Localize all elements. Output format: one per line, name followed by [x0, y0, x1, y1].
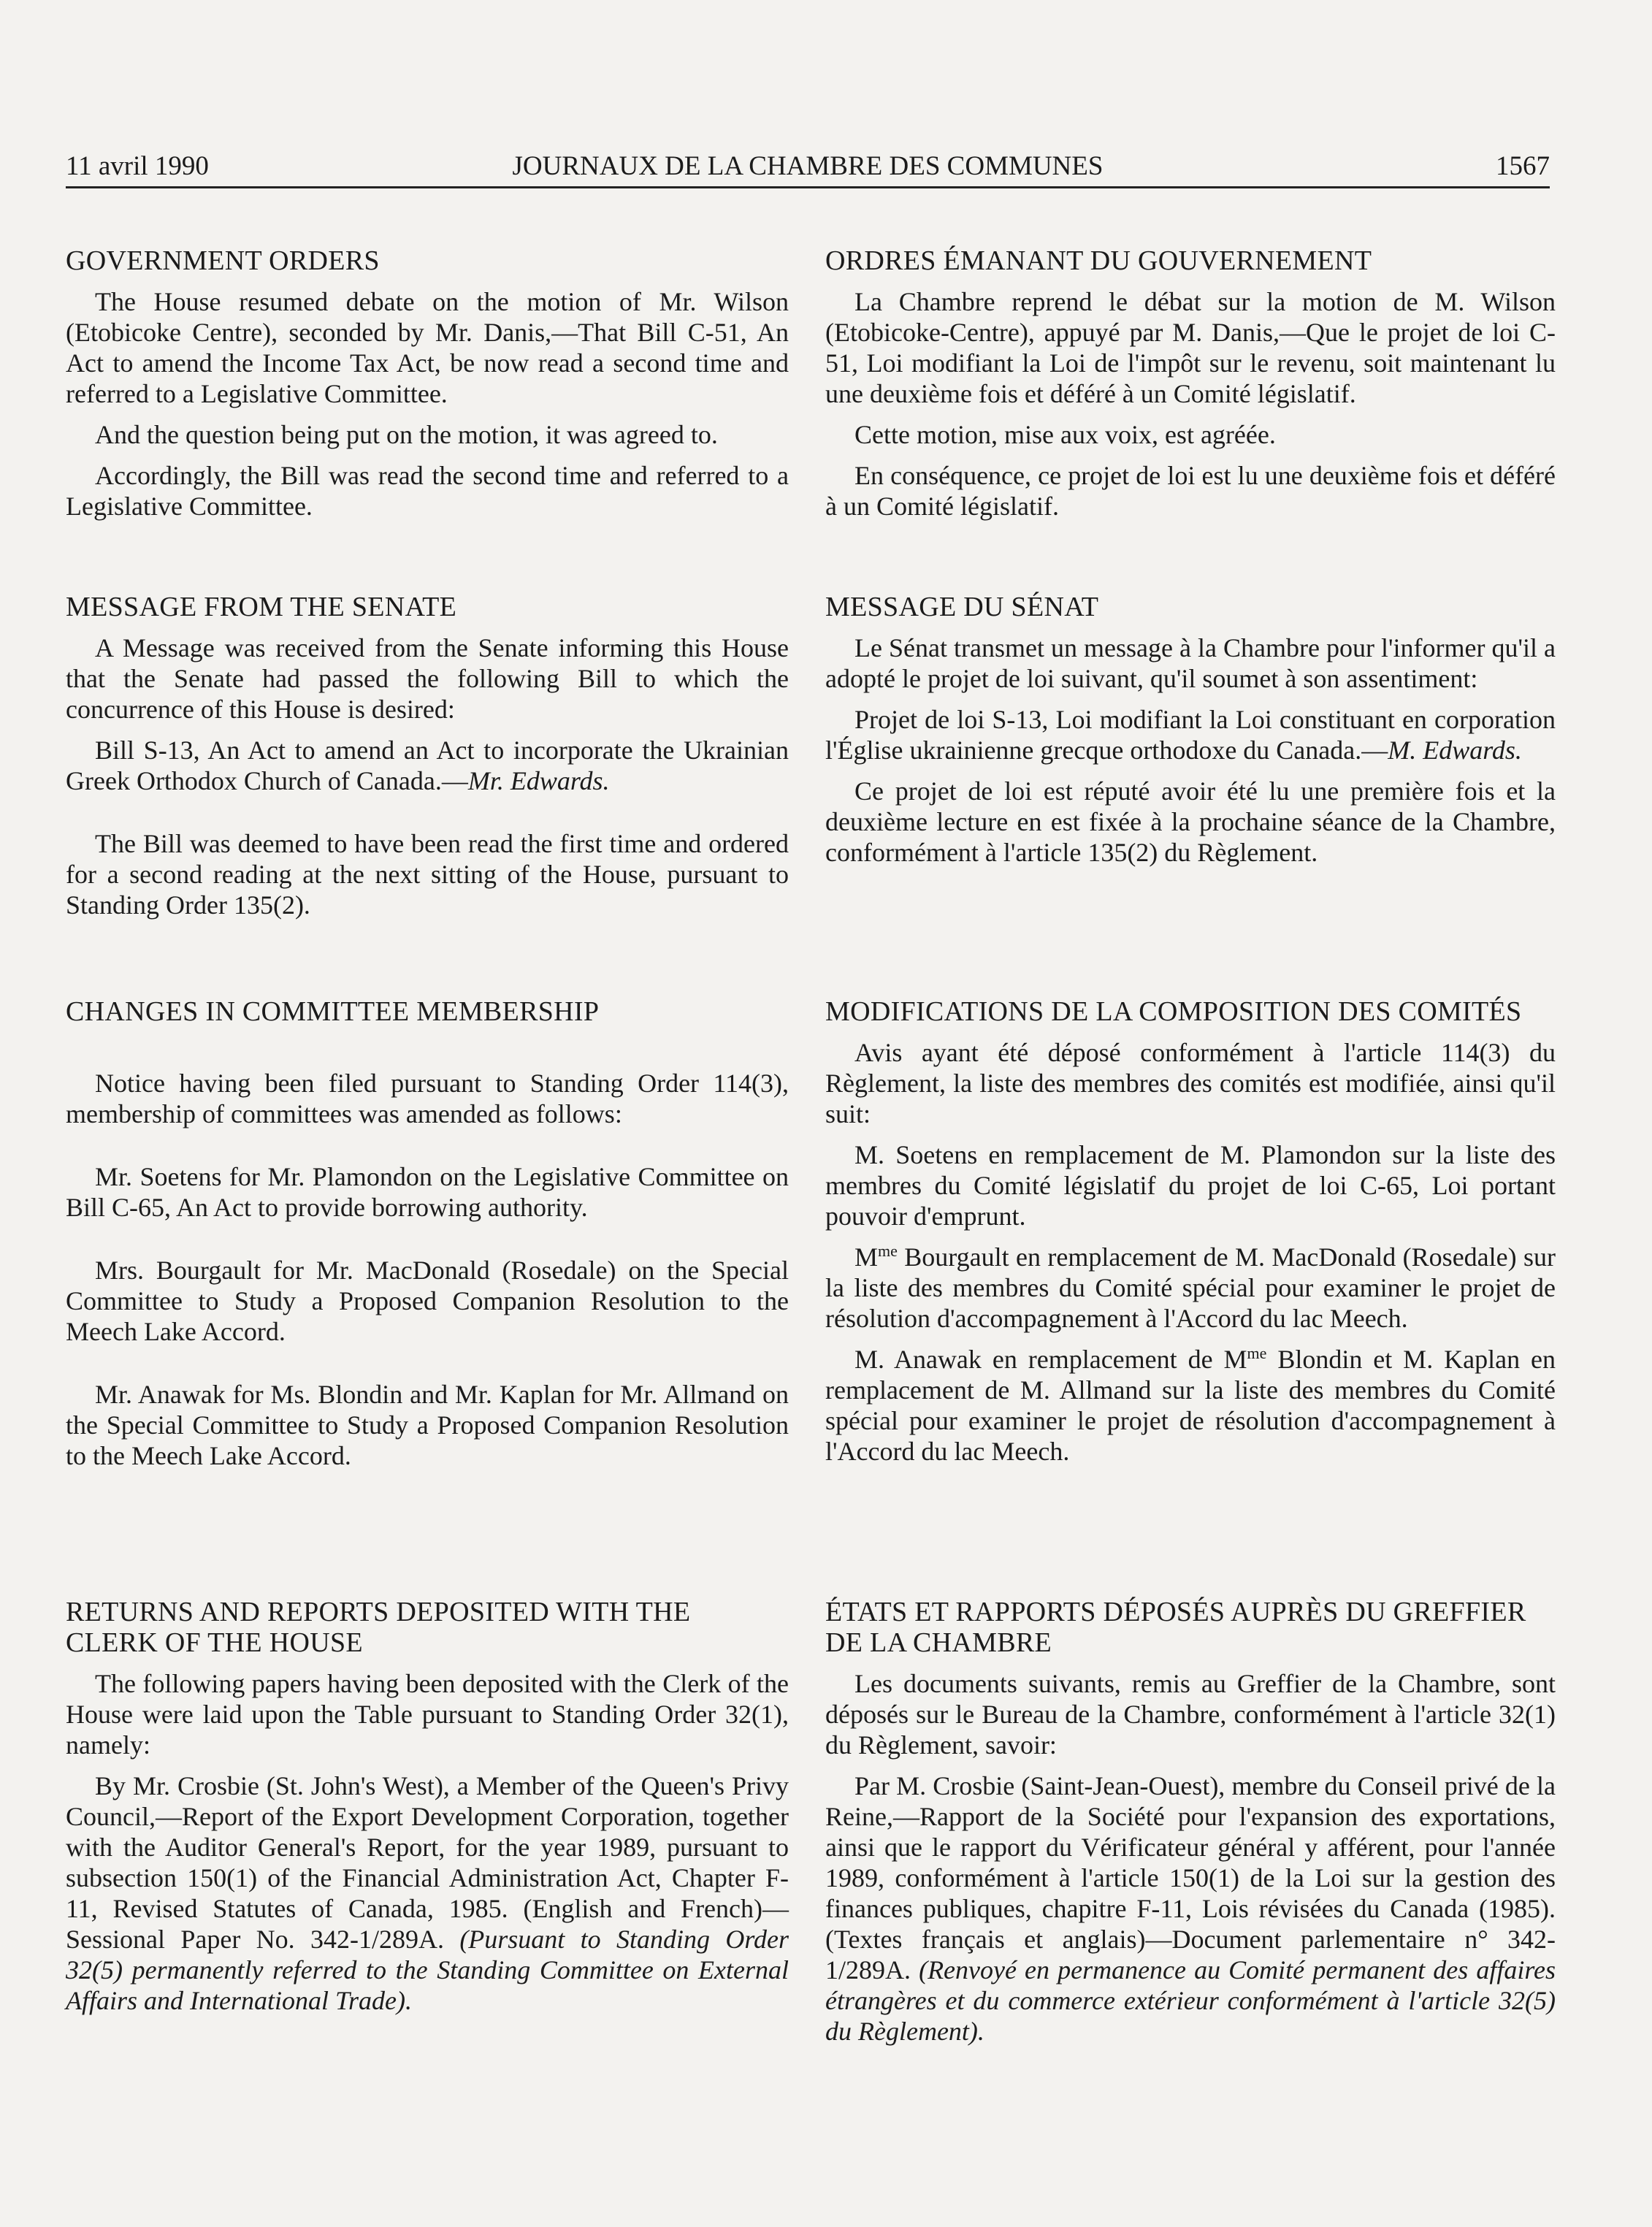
- paragraph: [66, 1770, 789, 2016]
- paragraph: Les documents suivants, remis au Greffier de la Chambre, sont déposés sur le Bureau de la Chambre, conformément à l'article 32(1) du Règlement, savoir:: [825, 1669, 1556, 1760]
- section-heading: ORDRES ÉMANANT DU GOUVERNEMENT: [825, 245, 1372, 276]
- section-etats-rapports: [825, 1597, 1556, 2057]
- referral-note: (Renvoyé en permanence au Comité permanent des affaires étrangères et du commerce extérieur conformément à l'article 32(5) du Règlement).: [825, 1955, 1556, 2046]
- paragraph: The Bill was deemed to have been read the first time and ordered for a second reading at the next sitting of the House, pursuant to Standing Order 135(2).: [66, 829, 789, 920]
- paragraph: Ce projet de loi est réputé avoir été lu une première fois et la deuxième lecture en est fixée à la prochaine séance de la Chambre, conformément à l'article 135(2) du Règlement.: [825, 776, 1556, 867]
- paragraph: M. Soetens en remplacement de M. Plamondon sur la liste des membres du Comité législatif du projet de loi C-65, Loi portant pouvoir d'emprunt.: [825, 1140, 1556, 1231]
- section-senate-message: [66, 592, 789, 931]
- section-heading: GOVERNMENT ORDERS: [66, 245, 380, 276]
- paragraph: Le Sénat transmet un message à la Chambre pour l'informer qu'il a adopté le projet de loi suivant, qu'il soumet à son assentiment:: [825, 633, 1556, 693]
- report-text: By Mr. Crosbie (St. John's West), a Member of the Queen's Privy Council,—Report of the Export Development Corporation, together with the Auditor General's Report, for the year 1989, pursuant to subsection 150(1) of the Financial Administration Act, Chapter F-11, Revised Statutes of Canada, 1985. (English and French)—Sessional Paper No. 342-1/289A.: [66, 1771, 789, 1954]
- paragraph: [825, 704, 1556, 765]
- bill-text: Bill S-13, An Act to amend an Act to incorporate the Ukrainian Greek Orthodox Church of Canada.—: [66, 736, 789, 795]
- referral-note: (Pursuant to Standing Order 32(5) permanently referred to the Standing Committee on External Affairs and International Trade).: [66, 1925, 789, 2015]
- paragraph: Accordingly, the Bill was read the second time and referred to a Legislative Committee.: [66, 461, 789, 521]
- paragraph: La Chambre reprend le débat sur la motion de M. Wilson (Etobicoke-Centre), appuyé par M. Danis,—Que le projet de loi C-51, Loi modifiant la Loi de l'impôt sur le revenu, soit maintenant lu une deuxième fois et déféré à un Comité législatif.: [825, 287, 1556, 408]
- paragraph: [825, 1242, 1556, 1334]
- section-heading: MODIFICATIONS DE LA COMPOSITION DES COMITÉS: [825, 996, 1522, 1027]
- paragraph-body: Bourgault en remplacement de M. MacDonald (Rosedale) sur la liste des membres du Comité spécial pour examiner le projet de résolution d'accompagnement à l'Accord du lac Meech.: [825, 1242, 1556, 1333]
- paragraph: Mr. Soetens for Mr. Plamondon on the Legislative Committee on Bill C-65, An Act to provide borrowing authority.: [66, 1162, 789, 1222]
- header-date: 11 avril 1990: [66, 151, 209, 181]
- section-government-orders: [66, 245, 789, 532]
- report-text: Par M. Crosbie (Saint-Jean-Ouest), membre du Conseil privé de la Reine,—Rapport de la Société pour l'expansion des exportations, ainsi que le rapport du Vérificateur général y afférent, pour l'année 1989, conformément à l'article 150(1) de la Loi sur la gestion des finances publiques, chapitre F-11, Lois révisées du Canada (1985). (Textes français et anglais)—Document parlementaire n° 342-1/289A.: [825, 1771, 1556, 1985]
- section-returns-reports: [66, 1597, 789, 2026]
- section-heading: RETURNS AND REPORTS DEPOSITED WITH THE CLERK OF THE HOUSE: [66, 1597, 691, 1658]
- sponsor-name: Mr. Edwards.: [467, 766, 610, 795]
- paragraph: En conséquence, ce projet de loi est lu une deuxième fois et déféré à un Comité législatif.: [825, 461, 1556, 521]
- sponsor-name: M. Edwards.: [1388, 736, 1522, 765]
- paragraph: The House resumed debate on the motion of Mr. Wilson (Etobicoke Centre), seconded by Mr. Danis,—That Bill C-51, An Act to amend the Income Tax Act, be now read a second time and referred to a Legislative Committee.: [66, 287, 789, 408]
- section-heading: CHANGES IN COMMITTEE MEMBERSHIP: [66, 996, 600, 1027]
- paragraph: Avis ayant été déposé conformément à l'article 114(3) du Règlement, la liste des membres des comités est modifiée, ainsi qu'il suit:: [825, 1038, 1556, 1128]
- section-committee-changes: [66, 996, 789, 1481]
- title-superscript: me: [878, 1242, 898, 1260]
- paragraph: Mrs. Bourgault for Mr. MacDonald (Rosedale) on the Special Committee to Study a Proposed Companion Resolution to the Meech Lake Accord.: [66, 1256, 789, 1346]
- section-heading: ÉTATS ET RAPPORTS DÉPOSÉS AUPRÈS DU GREFFIER DE LA CHAMBRE: [825, 1597, 1526, 1658]
- paragraph: [66, 735, 789, 796]
- paragraph: [825, 1770, 1556, 2047]
- paragraph: Notice having been filed pursuant to Standing Order 114(3), membership of committees was amended as follows:: [66, 1069, 789, 1128]
- bill-text: Projet de loi S-13, Loi modifiant la Loi constituant en corporation l'Église ukrainienne grecque orthodoxe du Canada.—: [825, 705, 1556, 765]
- title-abbrev: M: [854, 1242, 879, 1272]
- paragraph: And the question being put on the motion, it was agreed to.: [95, 420, 718, 449]
- paragraph-start: M. Anawak en remplacement de M: [854, 1345, 1247, 1374]
- section-ordres-gouvernement: [825, 245, 1556, 532]
- header-rule: [66, 186, 1550, 188]
- section-heading: MESSAGE DU SÉNAT: [825, 592, 1099, 622]
- title-superscript: me: [1247, 1344, 1267, 1362]
- paragraph: [825, 1344, 1556, 1467]
- header-title: JOURNAUX DE LA CHAMBRE DES COMMUNES: [512, 151, 1104, 181]
- paragraph: Cette motion, mise aux voix, est agréée.: [854, 420, 1276, 449]
- paragraph-body: Blondin et M. Kaplan en remplacement de M. Allmand sur la liste des membres du Comité spécial pour examiner le projet de résolution d'accompagnement à l'Accord du lac Meech.: [825, 1345, 1556, 1466]
- header-page-number: 1567: [1496, 151, 1550, 181]
- paragraph: A Message was received from the Senate informing this House that the Senate had passed the following Bill to which the concurrence of this House is desired:: [66, 633, 789, 724]
- section-modifications-comites: [825, 996, 1556, 1477]
- paragraph: Mr. Anawak for Ms. Blondin and Mr. Kaplan for Mr. Allmand on the Special Committee to Study a Proposed Companion Resolution to the Meech Lake Accord.: [66, 1380, 789, 1470]
- page-header: [66, 150, 1550, 188]
- paragraph: The following papers having been deposited with the Clerk of the House were laid upon the Table pursuant to Standing Order 32(1), namely:: [66, 1669, 789, 1760]
- section-heading: MESSAGE FROM THE SENATE: [66, 592, 457, 622]
- section-message-senat: [825, 592, 1556, 878]
